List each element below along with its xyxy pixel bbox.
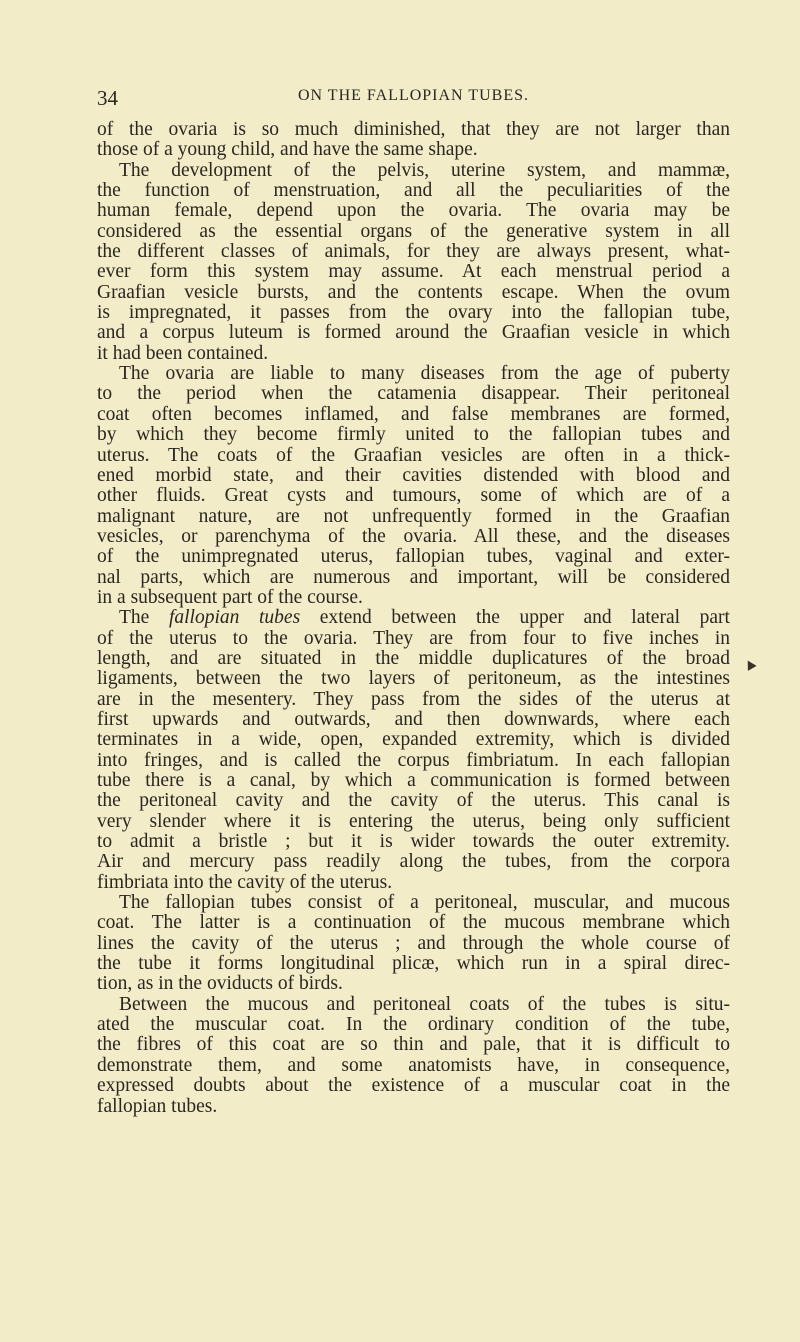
text-line: other fluids. Great cysts and tumours, some of which are of a [97, 485, 730, 507]
running-title: ON THE FALLOPIAN TUBES. [297, 87, 529, 104]
text-line: lines the cavity of the uterus ; and through the whole course of [97, 932, 730, 954]
text-line: vesicles, or parenchyma of the ovaria. All these, and the diseases [97, 525, 730, 547]
text-line: ated the muscular coat. In the ordinary condition of the tube, [97, 1014, 730, 1036]
text-line: The fallopian tubes consist of a peritoneal, muscular, and mucous [119, 892, 730, 914]
text-line: The development of the pelvis, uterine system, and mammæ, [119, 159, 730, 181]
text-line: of the ovaria is so much diminished, that they are not larger than [97, 119, 730, 140]
text-line: nal parts, which are numerous and important, will be considered [97, 566, 730, 588]
text-line: human female, depend upon the ovaria. The ovaria may be [97, 200, 730, 222]
text-fragment: extend between the upper and lateral part [300, 607, 730, 629]
text-line: of the uterus to the ovaria. They are from four to five inches in [97, 627, 730, 649]
text-line: the peritoneal cavity and the cavity of the uterus. This canal is [97, 790, 730, 812]
text-line: terminates in a wide, open, expanded extremity, which is divided [97, 729, 730, 751]
text-line: malignant nature, are not unfrequently formed in the Graafian [97, 505, 730, 527]
text-line: uterus. The coats of the Graafian vesicles are often in a thick- [97, 444, 730, 466]
text-line: the tube it forms longitudinal plicæ, which run in a spiral direc- [97, 953, 730, 975]
text-line: is impregnated, it passes from the ovary into the fallopian tube, [97, 302, 730, 324]
text-line: ever form this system may assume. At each menstrual period a [97, 261, 730, 283]
text-line: to admit a bristle ; but it is wider towards the outer extremity. [97, 831, 730, 853]
text-line: Graafian vesicle bursts, and the contents escape. When the ovum [97, 281, 730, 303]
text-line: coat often becomes inflamed, and false membranes are formed, [97, 403, 730, 425]
running-header [97, 86, 730, 110]
text-line: into fringes, and is called the corpus fimbriatum. In each fallopian [97, 749, 730, 771]
text-line: tube there is a canal, by which a communication is formed between [97, 770, 730, 791]
text-line: length, and are situated in the middle duplicatures of the broad [97, 647, 730, 669]
text-line: it had been contained. [97, 342, 269, 364]
page-number: 34 [97, 86, 118, 110]
body-text [97, 120, 730, 1117]
text-line: ened morbid state, and their cavities distended with blood and [97, 464, 730, 486]
text-line: tion, as in the oviducts of birds. [97, 973, 343, 995]
text-line: expressed doubts about the existence of a muscular coat in the [97, 1075, 730, 1097]
text-line: first upwards and outwards, and then downwards, where each [97, 708, 730, 730]
text-line: those of a young child, and have the same shape. [97, 139, 478, 161]
text-line: the function of menstruation, and all the peculiarities of the [97, 180, 730, 202]
text-line [97, 608, 730, 628]
text-fragment: The [119, 607, 169, 629]
text-line: demonstrate them, and some anatomists have, in consequence, [97, 1054, 730, 1076]
text-line: The ovaria are liable to many diseases from the age of puberty [119, 363, 730, 385]
text-line: the fibres of this coat are so thin and pale, that it is difficult to [97, 1034, 730, 1056]
text-line: fallopian tubes. [97, 1095, 218, 1117]
text-line: the different classes of animals, for they are always present, what- [97, 241, 730, 263]
text-line: in a subsequent part of the course. [97, 586, 363, 608]
text-line: are in the mesentery. They pass from the sides of the uterus at [97, 688, 730, 710]
margin-ink-mark [743, 658, 756, 671]
text-line: ligaments, between the two layers of peritoneum, as the intestines [97, 668, 730, 690]
text-line: very slender where it is entering the uterus, being only sufficient [97, 810, 730, 832]
text-line: by which they become firmly united to the fallopian tubes and [97, 424, 730, 446]
text-line: Between the mucous and peritoneal coats of the tubes is situ- [119, 993, 730, 1015]
text-line: fimbriata into the cavity of the uterus. [97, 871, 393, 893]
text-line: coat. The latter is a continuation of the mucous membrane which [97, 912, 730, 934]
text-line: Air and mercury pass readily along the tubes, from the corpora [97, 851, 730, 873]
text-line: and a corpus luteum is formed around the Graafian vesicle in which [97, 322, 730, 344]
text-line: to the period when the catamenia disappear. Their peritoneal [97, 383, 730, 405]
text-line: considered as the essential organs of the generative system in all [97, 220, 730, 242]
italic-term: fallopian tubes [168, 607, 301, 629]
text-line: of the unimpregnated uterus, fallopian tubes, vaginal and exter- [97, 546, 730, 568]
